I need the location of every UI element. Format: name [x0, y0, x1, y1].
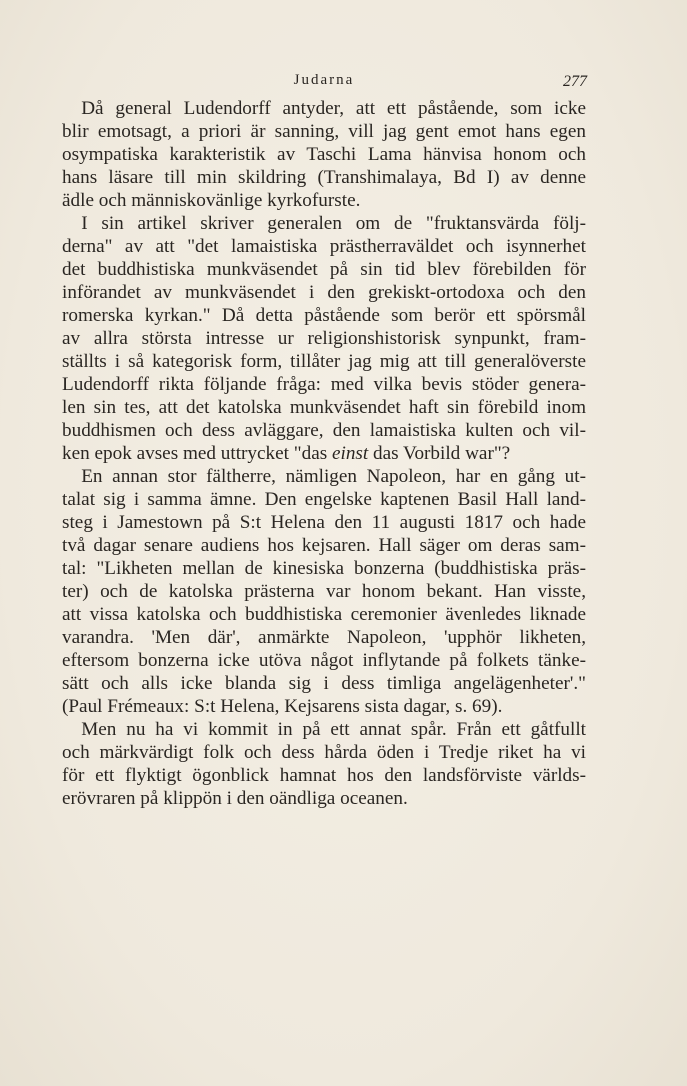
- text-line: två dagar senare audiens hos kejsaren. Hall säger om deras sam-: [62, 535, 586, 556]
- text-line: len sin tes, att det katolska munkväsendet haft sin förebild inom: [62, 397, 586, 418]
- page-number: 277: [563, 73, 587, 90]
- paragraph-3: [62, 465, 586, 718]
- text-line: det buddhistiska munkväsendet på sin tid blev förebilden för: [62, 259, 586, 280]
- text-line: Men nu ha vi kommit in på ett annat spår. Från ett gåtfullt: [62, 719, 586, 740]
- text-line: hans läsare till min skildring (Transhimalaya, Bd I) av denne: [62, 167, 586, 188]
- text-line: I sin artikel skriver generalen om de "fruktansvärda följ-: [62, 213, 586, 234]
- text-line: för ett flyktigt ögonblick hamnat hos den landsförviste världs-: [62, 765, 586, 786]
- text-line: erövraren på klippön i den oändliga oceanen.: [62, 788, 408, 809]
- text-line: derna" av att "det lamaistiska prästherraväldet och isynnerhet: [62, 236, 586, 257]
- running-title: Judarna: [293, 72, 355, 88]
- text-line: En annan stor fältherre, nämligen Napoleon, har en gång ut-: [62, 466, 586, 487]
- text-line: införandet av munkväsendet i den grekiskt-ortodoxa och den: [62, 282, 586, 303]
- text-line: ädle och människovänlige kyrkofurste.: [62, 190, 361, 211]
- paragraph-4: [62, 718, 586, 810]
- text-line: tal: "Likheten mellan de kinesiska bonzerna (buddhistiska präs-: [62, 558, 586, 579]
- text-line: steg i Jamestown på S:t Helena den 11 augusti 1817 och hade: [62, 512, 586, 533]
- text-line: talat sig i samma ämne. Den engelske kaptenen Basil Hall land-: [62, 489, 586, 510]
- text-run: ken epok avses med uttrycket "das: [62, 443, 332, 464]
- text-line: Då general Ludendorff antyder, att ett påstående, som icke: [62, 98, 586, 119]
- text-line: att vissa katolska och buddhistiska ceremonier ävenledes liknade: [62, 604, 586, 625]
- text-run: das Vorbild war"?: [368, 443, 511, 464]
- emphasis-word: einst: [331, 443, 369, 464]
- paragraph-2: [62, 212, 586, 465]
- text-line: eftersom bonzerna icke utöva något inflytande på folkets tänke-: [62, 650, 586, 671]
- text-line: blir emotsagt, a priori är sanning, vill jag gent emot hans egen: [62, 121, 586, 142]
- body-text: [62, 97, 586, 810]
- running-head: [0, 72, 687, 94]
- text-line: ter) och de katolska prästerna var honom bekant. Han visste,: [62, 581, 586, 602]
- text-line: buddhismen och dess avläggare, den lamaistiska kulten och vil-: [62, 420, 586, 441]
- text-line: Ludendorff rikta följande fråga: med vilka bevis stöder genera-: [62, 374, 586, 395]
- text-line: romerska kyrkan." Då detta påstående som berör ett spörsmål: [62, 305, 586, 326]
- paragraph-1: [62, 97, 586, 212]
- text-line: (Paul Frémeaux: S:t Helena, Kejsarens sista dagar, s. 69).: [62, 696, 503, 717]
- text-line: osympatiska karakteristik av Taschi Lama hänvisa honom och: [62, 144, 586, 165]
- text-line: varandra. 'Men där', anmärkte Napoleon, 'upphör likheten,: [62, 627, 586, 648]
- text-line: sätt och alls icke blanda sig i dess timliga angelägenheter'.": [62, 673, 586, 694]
- text-line-with-emphasis: [62, 442, 586, 465]
- text-line: och märkvärdigt folk och dess hårda öden i Tredje riket ha vi: [62, 742, 586, 763]
- text-line: av allra största intresse ur religionshistorisk synpunkt, fram-: [62, 328, 586, 349]
- text-line: ställts i så kategorisk form, tillåter jag mig att till generalöverste: [62, 351, 586, 372]
